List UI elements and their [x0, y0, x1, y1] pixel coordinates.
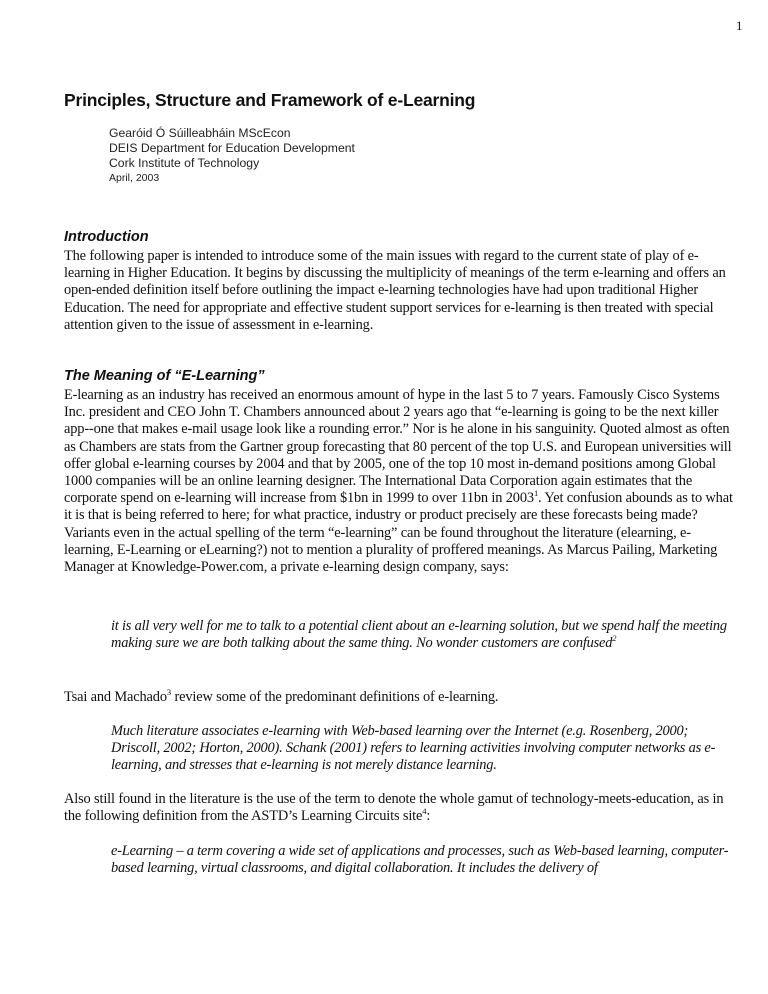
- page-number: 1: [736, 18, 743, 33]
- author-institution: Cork Institute of Technology: [109, 156, 260, 170]
- author-department: DEIS Department for Education Development: [109, 141, 355, 155]
- document-date: April, 2003: [109, 172, 160, 184]
- block-quote-pailing: it is all very well for me to talk to a potential client about an e-learning solution, but we spend half the meeting making sure we are both talking about the same thing. No wonder customers are confused$^2$: [111, 618, 727, 652]
- meaning-paragraph-1: E-learning as an industry has received an enormous amount of hype in the last 5 to 7 years. Famously Cisco Systems Inc. president and CEO John T. Chambers announced about 2 years ago that “e-learning is going to be the next killer app--one that makes e-mail usage look like a rounding error.” Nor is he alone in his sanguinity. Quoted almost as often as Chambers are stats from the Gartner group forecasting that 80 percent of the top U.S. and European universities will offer global e-learning courses by 2004 and that by 2005, one of the top 10 most in-demand positions among Global 1000 companies will be an online learning designer. The International Data Corporation again estimates that the corporate spend on e-learning will increase from $1bn in 1999 to over 11bn in 2003$^1$. Yet confusion abounds as to what it is that is being referred to here; for what practice, industry or product precisely are these forecasts being made? Variants even in the actual spelling of the term “e-learning” can be found throughout the literature (elearning, e-learning, E-Learning or eLearning?) not to mention a plurality of proffered meanings. As Marcus Pailing, Marketing Manager at Knowledge-Power.com, a private e-learning design company, says:: [64, 387, 733, 576]
- footnote-ref-4: 4: [422, 806, 427, 817]
- meaning-paragraph-2: Tsai and Machado$^3$ review some of the predominant definitions of e-learning.: [64, 687, 499, 705]
- author-block: [109, 126, 355, 186]
- document-title: Principles, Structure and Framework of e-Learning: [64, 90, 476, 110]
- section-heading-meaning: The Meaning of “E-Learning”: [64, 368, 265, 384]
- footnote-ref-3: 3: [166, 687, 171, 698]
- meaning-paragraph-3: Also still found in the literature is the use of the term to denote the whole gamut of technology-meets-education, as in the following definition from the ASTD’s Learning Circuits site$^4$:: [64, 791, 724, 825]
- footnote-ref-2: 2: [612, 633, 617, 644]
- block-quote-astd: e-Learning – a term covering a wide set of applications and processes, such as Web-based learning, computer-based learning, virtual classrooms, and digital collaboration. It includes the delivery of: [111, 843, 729, 877]
- author-name: Gearóid Ó Súilleabháin MScEcon: [109, 126, 291, 140]
- section-heading-introduction: Introduction: [64, 229, 149, 245]
- footnote-ref-1: 1: [533, 488, 539, 499]
- introduction-paragraph: The following paper is intended to introduce some of the main issues with regard to the current state of play of e-learning in Higher Education. It begins by discussing the multiplicity of meanings of the term e-learning and offers an open-ended definition itself before outlining the impact e-learning technologies have had upon traditional Higher Education. The need for appropriate and effective student support services for e-learning is then treated with special attention given to the issue of assessment in e-learning.: [64, 248, 726, 333]
- block-quote-tsai-machado: Much literature associates e-learning with Web-based learning over the Internet (e.g. Rosenberg, 2000; Driscoll, 2002; Horton, 2000). Schank (2001) refers to learning activities involving computer networks as e-learning, and stresses that e-learning is not merely distance learning.: [111, 723, 716, 774]
